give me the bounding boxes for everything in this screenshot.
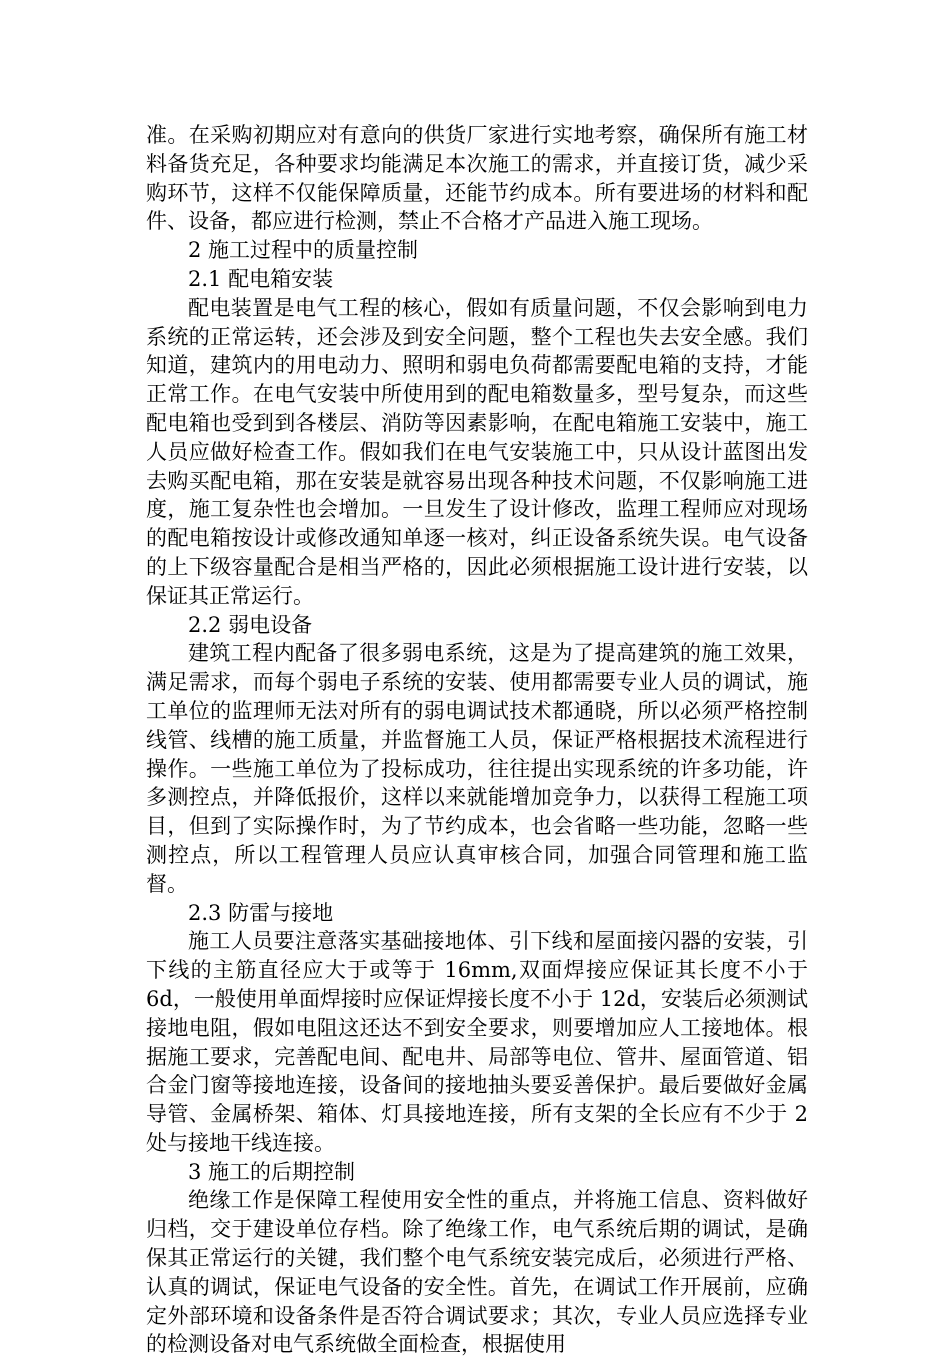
paragraph-weak-current: 建筑工程内配备了很多弱电系统，这是为了提高建筑的施工效果，满足需求，而每个弱电子系统的安装、使用都需要专业人员的调试，施工单位的监理师无法对所有的弱电调试技术都通晓，所以必须严格控制线管、线槽的施工质量，并监督施工人员，保证严格根据技术流程进行操作。一些施工单位为了投标成功，往往提出实现系统的许多功能，许多测控点，并降低报价，这样以来就能增加竞争力，以获得工程施工项目，但到了实际操作时，为了节约成本，也会省略一些功能，忽略一些测控点，所以工程管理人员应认真审核合同，加强合同管理和施工监督。 [146, 641, 808, 896]
subsection-heading-2-3: 2.3 防雷与接地 [188, 900, 334, 925]
section-heading-2: 2 施工过程中的质量控制 [188, 238, 419, 263]
section-heading-3: 3 施工的后期控制 [188, 1159, 356, 1184]
document-page [146, 121, 808, 1359]
paragraph-late-stage-control: 绝缘工作是保障工程使用安全性的重点，并将施工信息、资料做好归档，交于建设单位存档。除了绝缘工作，电气系统后期的调试，是确保其正常运行的关键，我们整个电气系统安装完成后，必须进行严格、认真的调试，保证电气设备的安全性。首先，在调试工作开展前，应确定外部环境和设备条件是否符合调试要求；其次，专业人员应选择专业的检测设备对电气系统做全面检查，根据使用 [146, 1188, 808, 1357]
subsection-heading-2-2: 2.2 弱电设备 [188, 612, 313, 637]
paragraph-distribution-box: 配电装置是电气工程的核心，假如有质量问题，不仅会影响到电力系统的正常运转，还会涉及到安全问题，整个工程也失去安全感。我们知道，建筑内的用电动力、照明和弱电负荷都需要配电箱的支持，才能正常工作。在电气安装中所使用到的配电箱数量多，型号复杂，而这些配电箱也受到到各楼层、消防等因素影响，在配电箱施工安装中，施工人员应做好检查工作。假如我们在电气安装施工中，只从设计蓝图出发去购买配电箱，那在安装是就容易出现各种技术问题，不仅影响施工进度，施工复杂性也会增加。一旦发生了设计修改，监理工程师应对现场的配电箱按设计或修改通知单逐一核对，纠正设备系统失误。电气设备的上下级容量配合是相当严格的，因此必须根据施工设计进行安装，以保证其正常运行。 [146, 295, 808, 608]
paragraph-continuation: 准。在采购初期应对有意向的供货厂家进行实地考察，确保所有施工材料备货充足，各种要求均能满足本次施工的需求，并直接订货，减少采购环节，这样不仅能保障质量，还能节约成本。所有要进场的材料和配件、设备，都应进行检测，禁止不合格才产品进入施工现场。 [146, 123, 808, 234]
subsection-heading-2-1: 2.1 配电箱安装 [188, 266, 334, 291]
paragraph-lightning-grounding: 施工人员要注意落实基础接地体、引下线和屋面接闪器的安装，引下线的主筋直径应大于或等于 16mm,双面焊接应保证其长度不小于 6d，一般使用单面焊接时应保证焊接长度不小于 12d，安装后必须测试接地电阻，假如电阻这还达不到安全要求，则要增加应人工接地体。根据施工要求，完善配电间、配电井、局部等电位、管井、屋面管道、铝合金门窗等接地连接，设备间的接地抽头要妥善保护。最后要做好金属导管、金属桥架、箱体、灯具接地连接，所有支架的全长应有不少于 2 处与接地干线连接。 [146, 929, 808, 1155]
